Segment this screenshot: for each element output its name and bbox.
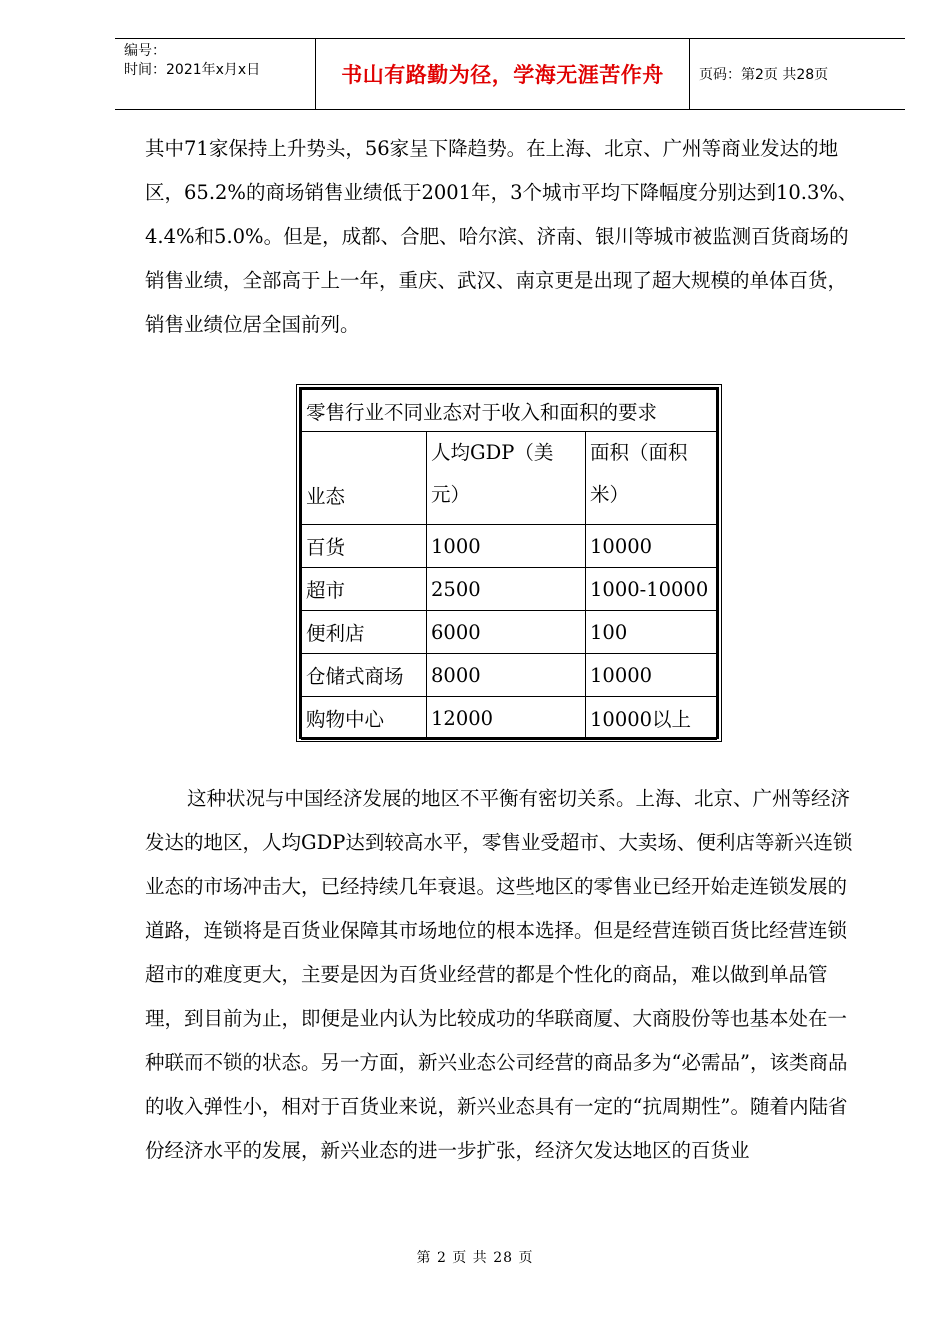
table-cell: 便利店 [302, 611, 427, 654]
table-cell: 超市 [302, 568, 427, 611]
table-cell: 10000以上 [586, 697, 717, 740]
table-cell: 10000 [586, 654, 717, 697]
time-label: 时间：2021年x月x日 [124, 62, 261, 78]
table-cell: 12000 [427, 697, 586, 740]
table-cell: 10000 [586, 525, 717, 568]
page-header [115, 38, 905, 110]
table-cell: 购物中心 [302, 697, 427, 740]
table-cell: 6000 [427, 611, 586, 654]
table-row [302, 697, 717, 740]
header-motto: 书山有路勤为径，学海无涯苦作舟 [315, 39, 690, 109]
table-header-area: 面积（面积米） [586, 432, 717, 525]
table-row [302, 525, 717, 568]
header-meta [115, 39, 315, 109]
table-header-gdp: 人均GDP（美元） [427, 432, 586, 525]
table-cell: 2500 [427, 568, 586, 611]
page-footer: 第 2 页 共 28 页 [416, 1250, 534, 1266]
retail-format-table [299, 387, 719, 739]
table-row [302, 654, 717, 697]
table-row [302, 568, 717, 611]
number-label: 编号： [124, 43, 166, 59]
table-cell: 1000 [427, 525, 586, 568]
table-cell: 仓储式商场 [302, 654, 427, 697]
table-header-format: 业态 [302, 432, 427, 525]
table-cell: 百货 [302, 525, 427, 568]
table-cell: 8000 [427, 654, 586, 697]
paragraph-1: 其中71家保持上升势头，56家呈下降趋势。在上海、北京、广州等商业发达的地区，65.2%的商场销售业绩低于2001年，3个城市平均下降幅度分别达到10.3%、4.4%和5.0%。但是，成都、合肥、哈尔滨、济南、银川等城市被监测百货商场的销售业绩，全部高于上一年，重庆、武汉、南京更是出现了超大规模的单体百货，销售业绩位居全国前列。 [145, 137, 858, 336]
table-title: 零售行业不同业态对于收入和面积的要求 [302, 390, 717, 432]
table-cell: 1000-10000 [586, 568, 717, 611]
paragraph-2: 这种状况与中国经济发展的地区不平衡有密切关系。上海、北京、广州等经济发达的地区，人均GDP达到较高水平，零售业受超市、大卖场、便利店等新兴连锁业态的市场冲击大，已经持续几年衰退。这些地区的零售业已经开始走连锁发展的道路，连锁将是百货业保障其市场地位的根本选择。但是经营连锁百货比经营连锁超市的难度更大，主要是因为百货业经营的都是个性化的商品，难以做到单品管理，到目前为止，即便是业内认为比较成功的华联商厦、大商股份等也基本处在一种联而不锁的状态。另一方面，新兴业态公司经营的商品多为“必需品”，该类商品的收入弹性小，相对于百货业来说，新兴业态具有一定的“抗周期性”。随着内陆省份经济水平的发展，新兴业态的进一步扩张，经济欠发达地区的百货业 [145, 787, 853, 1162]
header-page-label: 页码：第2页 共28页 [699, 67, 829, 83]
table-cell: 100 [586, 611, 717, 654]
table-row [302, 611, 717, 654]
